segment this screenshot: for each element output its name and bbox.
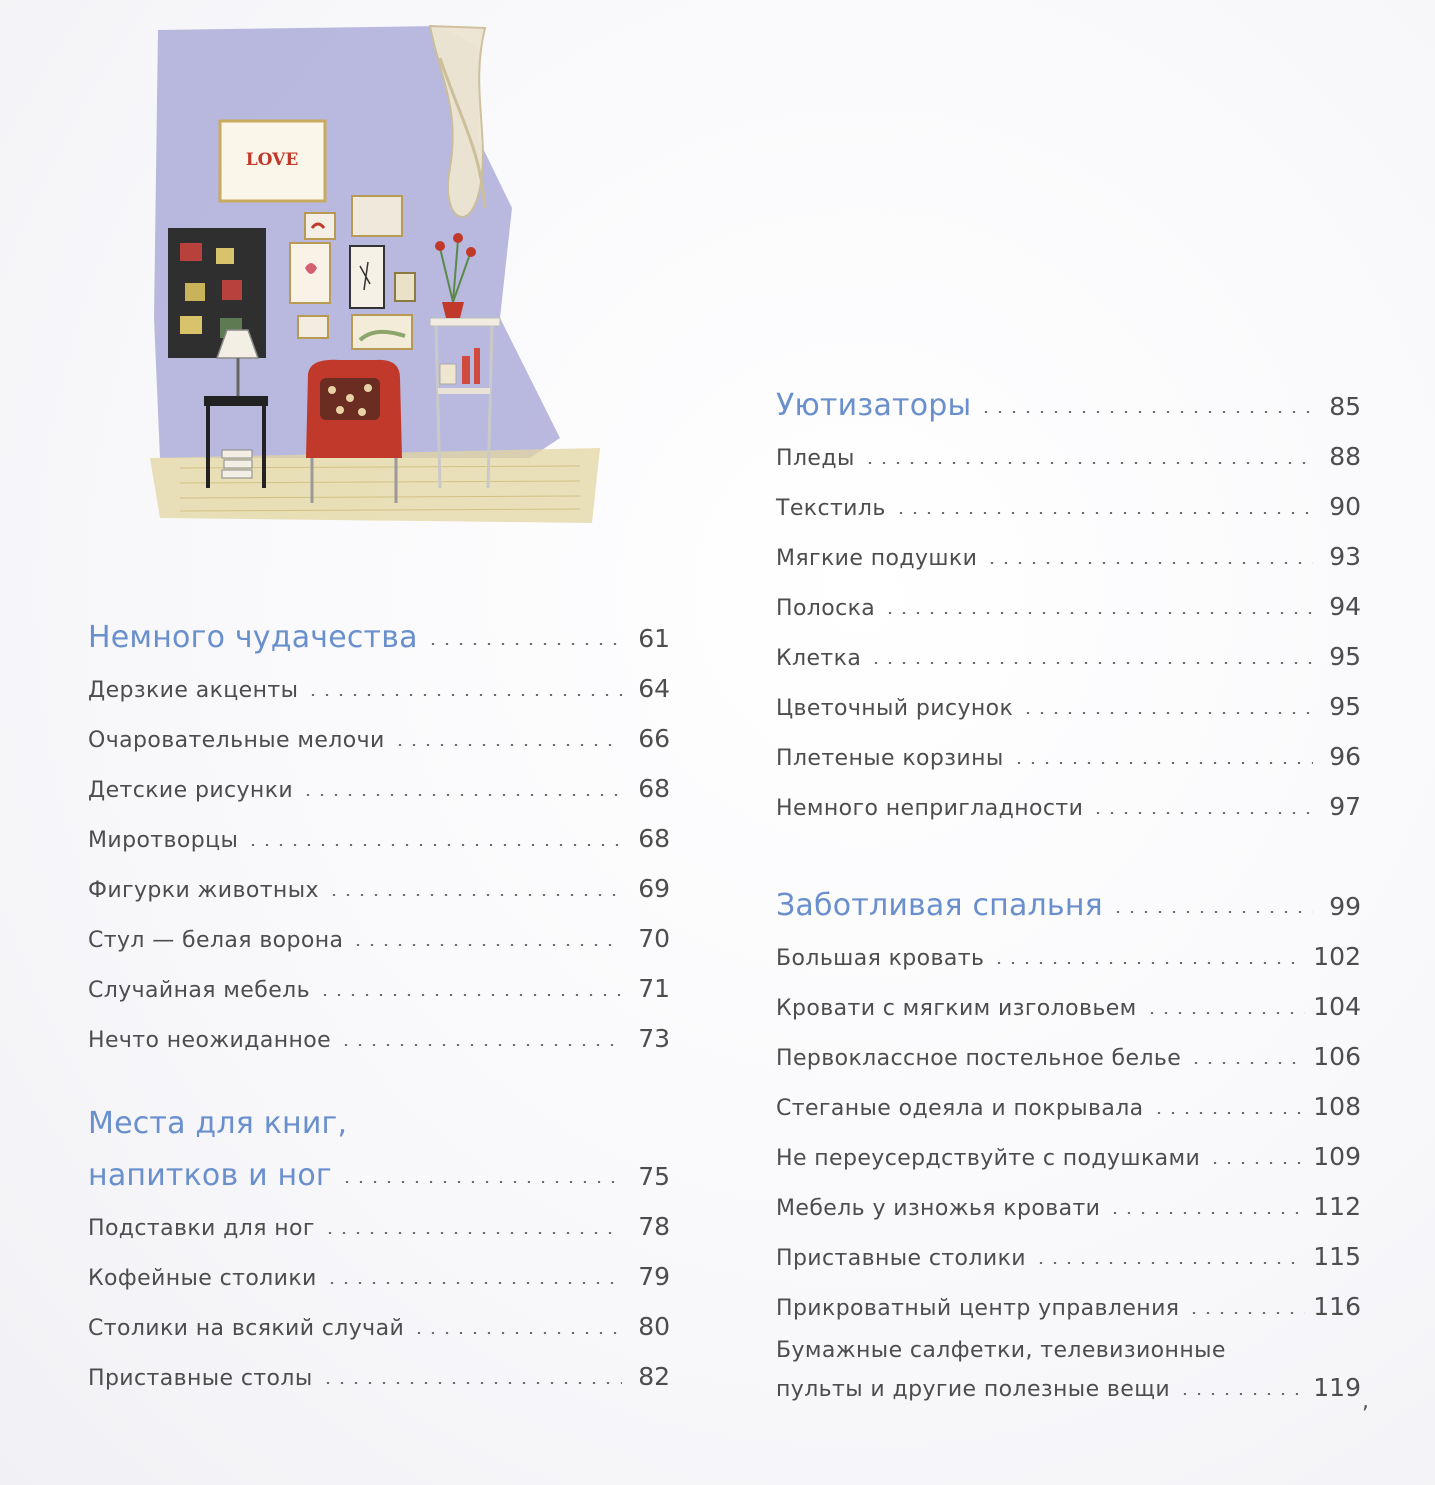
page-number: 104 <box>1313 992 1361 1021</box>
leader-dots <box>327 894 622 896</box>
leader-dots <box>426 643 622 645</box>
page-number: 102 <box>1313 942 1361 971</box>
leader-dots <box>1189 1062 1305 1064</box>
section-title: Уютизаторы <box>776 388 972 423</box>
toc-item-label-line-1[interactable]: Бумажные салфетки, телевизионные <box>776 1338 1226 1363</box>
toc-item[interactable] <box>776 582 1361 632</box>
toc-item-label: Столики на всякий случай <box>88 1316 405 1341</box>
page-number: 116 <box>1313 1292 1361 1321</box>
leader-dots <box>306 694 622 696</box>
toc-section-heading[interactable] <box>776 880 1361 932</box>
section-title: Заботливая спальня <box>776 888 1103 923</box>
toc-section-1-items <box>88 664 670 1064</box>
love-sign: LOVE <box>245 150 299 170</box>
leader-dots <box>323 1232 622 1234</box>
page-number: 115 <box>1313 1242 1361 1271</box>
toc-item-label: Детские рисунки <box>88 778 294 803</box>
toc-item[interactable] <box>776 982 1361 1032</box>
toc-item[interactable] <box>776 732 1361 782</box>
toc-section-3-items <box>776 432 1361 832</box>
toc-item[interactable] <box>88 1352 670 1402</box>
page-number: 88 <box>1329 442 1361 471</box>
toc-item-label: Дерзкие акценты <box>88 678 299 703</box>
toc-item[interactable] <box>88 914 670 964</box>
page-number: 80 <box>638 1312 670 1341</box>
toc-item[interactable] <box>776 782 1361 832</box>
page-number: 106 <box>1313 1042 1361 1071</box>
section-gap <box>776 832 1361 880</box>
toc-item[interactable] <box>88 1302 670 1352</box>
leader-dots <box>863 462 1313 464</box>
toc-item[interactable] <box>776 1232 1361 1282</box>
toc-item[interactable] <box>88 1252 670 1302</box>
leader-dots <box>246 844 622 846</box>
watercolor-illustration <box>140 18 610 528</box>
toc-item[interactable] <box>776 1182 1361 1232</box>
page-number: 68 <box>638 824 670 853</box>
toc-section-4-items <box>776 932 1361 1410</box>
leader-dots <box>301 794 622 796</box>
toc-item[interactable] <box>88 664 670 714</box>
page-number: 112 <box>1313 1192 1361 1221</box>
toc-item[interactable] <box>776 1082 1361 1132</box>
leader-dots <box>869 662 1313 664</box>
toc-item-label: Плетеные корзины <box>776 746 1004 771</box>
page-number: 95 <box>1329 692 1361 721</box>
toc-section-2-items <box>88 1202 670 1402</box>
leader-dots <box>1034 1262 1305 1264</box>
room-illustration <box>140 18 610 528</box>
toc-item[interactable] <box>776 432 1361 482</box>
section-gap <box>88 1064 670 1098</box>
leader-dots <box>393 744 622 746</box>
toc-item-label: Очаровательные мелочи <box>88 728 385 753</box>
leader-dots <box>1152 1112 1306 1114</box>
leader-dots <box>1111 911 1313 913</box>
toc-item-label: Случайная мебель <box>88 978 310 1003</box>
toc-item-label: Нечто неожиданное <box>88 1028 332 1053</box>
leader-dots <box>1021 712 1313 714</box>
toc-item[interactable] <box>776 1282 1361 1332</box>
toc-item[interactable] <box>88 814 670 864</box>
page-number: 90 <box>1329 492 1361 521</box>
toc-item-label: Полоска <box>776 596 876 621</box>
toc-section-heading[interactable] <box>88 612 670 664</box>
toc-item[interactable] <box>88 714 670 764</box>
page-number: 99 <box>1329 892 1361 921</box>
toc-item[interactable] <box>776 1032 1361 1082</box>
toc-item-label: Прикроватный центр управления <box>776 1296 1180 1321</box>
page-mark: , <box>1362 1389 1369 1414</box>
leader-dots <box>992 962 1305 964</box>
leader-dots <box>985 562 1313 564</box>
leader-dots <box>1091 812 1313 814</box>
leader-dots <box>412 1332 622 1334</box>
page-number: 61 <box>638 624 670 653</box>
leader-dots <box>325 1282 622 1284</box>
page-number: 73 <box>638 1024 670 1053</box>
page-number: 68 <box>638 774 670 803</box>
page-number: 75 <box>638 1162 670 1191</box>
leader-dots <box>1145 1012 1306 1014</box>
leader-dots <box>1012 762 1313 764</box>
toc-item-label: Не переусердствуйте с подушками <box>776 1146 1201 1171</box>
toc-item[interactable] <box>776 632 1361 682</box>
toc-item[interactable] <box>776 1366 1361 1410</box>
toc-item[interactable] <box>88 1202 670 1252</box>
page-number: 95 <box>1329 642 1361 671</box>
leader-dots <box>1108 1212 1305 1214</box>
page-number: 108 <box>1313 1092 1361 1121</box>
leader-dots <box>321 1382 622 1384</box>
leader-dots <box>1178 1393 1305 1395</box>
toc-item[interactable] <box>88 964 670 1014</box>
toc-item-label: Клетка <box>776 646 862 671</box>
toc-item-label: Кровати с мягким изголовьем <box>776 996 1137 1021</box>
page-number: 94 <box>1329 592 1361 621</box>
toc-item[interactable] <box>88 764 670 814</box>
leader-dots <box>883 612 1313 614</box>
toc-item-label: Подставки для ног <box>88 1216 315 1241</box>
toc-item-label: Большая кровать <box>776 946 985 971</box>
toc-item-label: Немного непригладности <box>776 796 1084 821</box>
leader-dots <box>1187 1312 1305 1314</box>
toc-item[interactable] <box>776 682 1361 732</box>
leader-dots <box>318 994 622 996</box>
page-number: 64 <box>638 674 670 703</box>
leader-dots <box>979 411 1313 413</box>
toc-item-label: Стеганые одеяла и покрывала <box>776 1096 1144 1121</box>
page-number: 97 <box>1329 792 1361 821</box>
toc-item-label: Приставные столы <box>88 1366 313 1391</box>
toc-item-label: Первоклассное постельное белье <box>776 1046 1182 1071</box>
toc-item[interactable] <box>776 482 1361 532</box>
toc-item-label: Миротворцы <box>88 828 239 853</box>
toc-item-label: Мебель у изножья кровати <box>776 1196 1101 1221</box>
toc-section-heading[interactable] <box>88 1150 670 1202</box>
toc-item[interactable] <box>88 864 670 914</box>
section-title-line-2: напитков и ног <box>88 1158 332 1193</box>
section-title: Немного чудачества <box>88 620 418 655</box>
toc-item[interactable] <box>776 932 1361 982</box>
leader-dots <box>894 512 1313 514</box>
toc-item-label-line-2: пульты и другие полезные вещи <box>776 1377 1171 1402</box>
toc-item-label: Стул — белая ворона <box>88 928 344 953</box>
page-number: 109 <box>1313 1142 1361 1171</box>
page-number: 71 <box>638 974 670 1003</box>
toc-item-label: Фигурки животных <box>88 878 319 903</box>
leader-dots <box>340 1181 622 1183</box>
toc-right-column <box>776 380 1361 1410</box>
toc-item-label: Цветочный рисунок <box>776 696 1014 721</box>
leader-dots <box>339 1044 622 1046</box>
toc-item[interactable] <box>776 1132 1361 1182</box>
section-title-line-1[interactable]: Места для книг, <box>88 1106 348 1141</box>
page-number: 79 <box>638 1262 670 1291</box>
page-number: 70 <box>638 924 670 953</box>
toc-section-heading[interactable] <box>776 380 1361 432</box>
leader-dots <box>1208 1162 1305 1164</box>
toc-item-label: Пледы <box>776 446 855 471</box>
page-number: 119 <box>1313 1373 1361 1402</box>
toc-item[interactable] <box>776 532 1361 582</box>
toc-item-label: Приставные столики <box>776 1246 1026 1271</box>
toc-item-label: Мягкие подушки <box>776 546 978 571</box>
leader-dots <box>351 944 622 946</box>
page-number: 93 <box>1329 542 1361 571</box>
page-number: 85 <box>1329 392 1361 421</box>
toc-left-column <box>88 612 670 1402</box>
page-number: 82 <box>638 1362 670 1391</box>
toc-item-label: Кофейные столики <box>88 1266 317 1291</box>
page-number: 78 <box>638 1212 670 1241</box>
page-number: 69 <box>638 874 670 903</box>
page-number: 96 <box>1329 742 1361 771</box>
toc-item-label: Текстиль <box>776 496 886 521</box>
page-number: 66 <box>638 724 670 753</box>
toc-item[interactable] <box>88 1014 670 1064</box>
